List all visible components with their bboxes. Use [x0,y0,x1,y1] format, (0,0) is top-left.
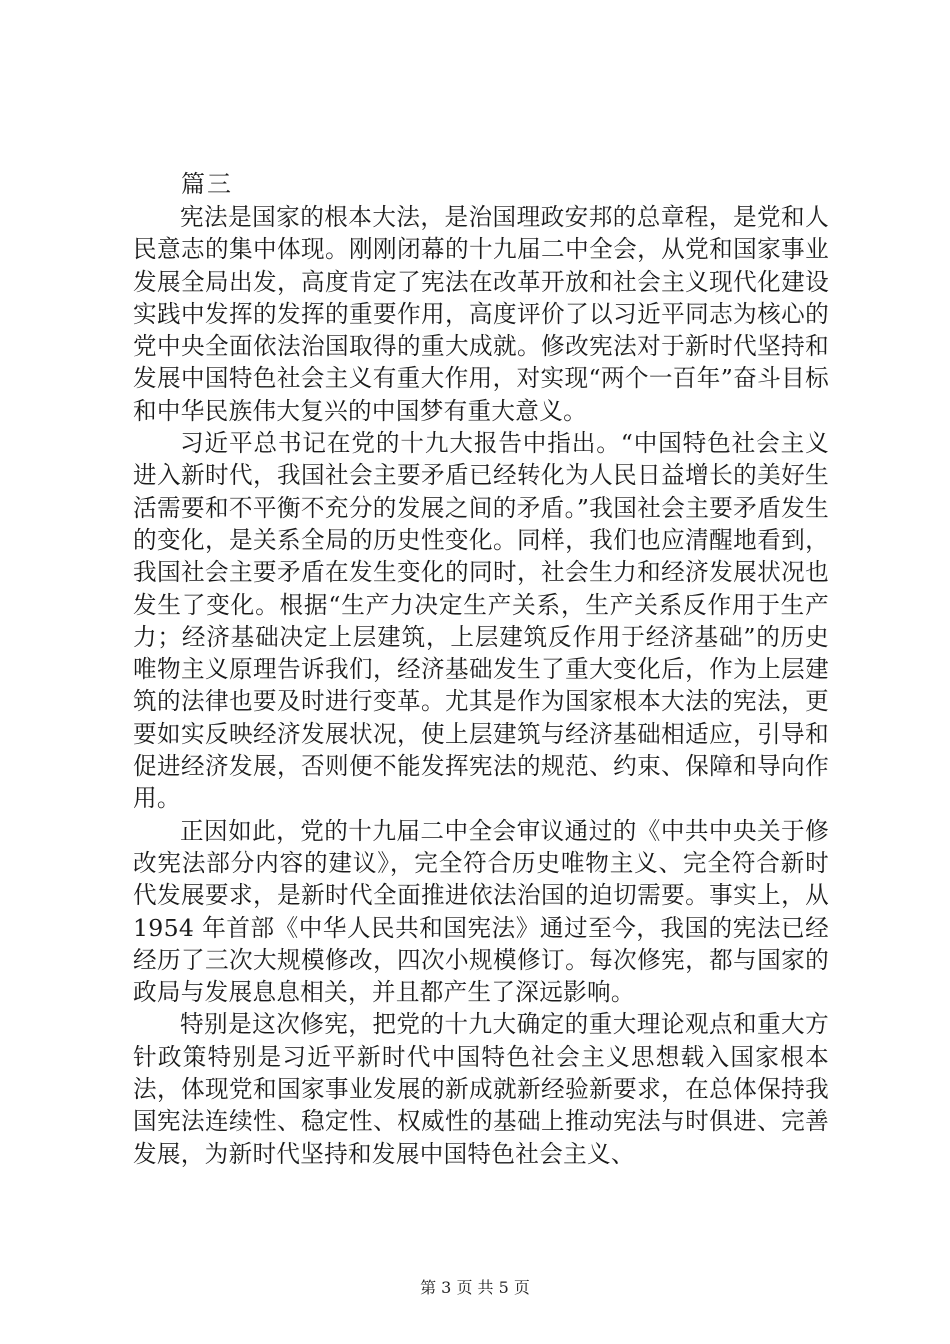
paragraph-4: 特别是这次修宪，把党的十九大确定的重大理论观点和重大方针政策特别是习近平新时代中国特色社会主义思想载入国家根本法，体现党和国家事业发展的新成就新经验新要求，在总体保持我国宪法连续性、稳定性、权威性的基础上推动宪法与时俱进、完善发展，为新时代坚持和发展中国特色社会主义、 [133,1010,829,1168]
page-number-footer: 第 3 页 共 5 页 [420,1278,530,1297]
paragraph-3: 正因如此，党的十九届二中全会审议通过的《中共中央关于修改宪法部分内容的建议》，完全符合历史唯物主义、完全符合新时代发展要求，是新时代全面推进依法治国的迫切需要。事实上，从 1954 年首部《中华人民共和国宪法》通过至今，我国的宪法已经经历了三次大规模修改，四次小规模修订。每次修宪，都与国家的政局与发展息息相关，并且都产生了深远影响。 [133,816,829,1007]
document-body [133,168,829,1170]
paragraph-2: 习近平总书记在党的十九大报告中指出。“中国特色社会主义进入新时代，我国社会主要矛盾已经转化为人民日益增长的美好生活需要和不平衡不充分的发展之间的矛盾。”我国社会主要矛盾发生的变化，是关系全局的历史性变化。同样，我们也应清醒地看到，我国社会主要矛盾在发生变化的同时，社会生力和经济发展状况也发生了变化。根据“生产力决定生产关系，生产关系反作用于生产力；经济基础决定上层建筑，上层建筑反作用于经济基础”的历史唯物主义原理告诉我们，经济基础发生了重大变化后，作为上层建筑的法律也要及时进行变革。尤其是作为国家根本大法的宪法，更要如实反映经济发展状况，使上层建筑与经济基础相适应，引导和促进经济发展，否则便不能发挥宪法的规范、约束、保障和导向作用。 [133,429,829,813]
section-heading: 篇三 [181,170,233,198]
paragraph-1: 宪法是国家的根本大法，是治国理政安邦的总章程，是党和人民意志的集中体现。刚刚闭幕的十九届二中全会，从党和国家事业发展全局出发，高度肯定了宪法在改革开放和社会主义现代化建设实践中发挥的发挥的重要作用，高度评价了以习近平同志为核心的党中央全面依法治国取得的重大成就。修改宪法对于新时代坚持和发展中国特色社会主义有重大作用，对实现“两个一百年”奋斗目标和中华民族伟大复兴的中国梦有重大意义。 [133,203,829,425]
